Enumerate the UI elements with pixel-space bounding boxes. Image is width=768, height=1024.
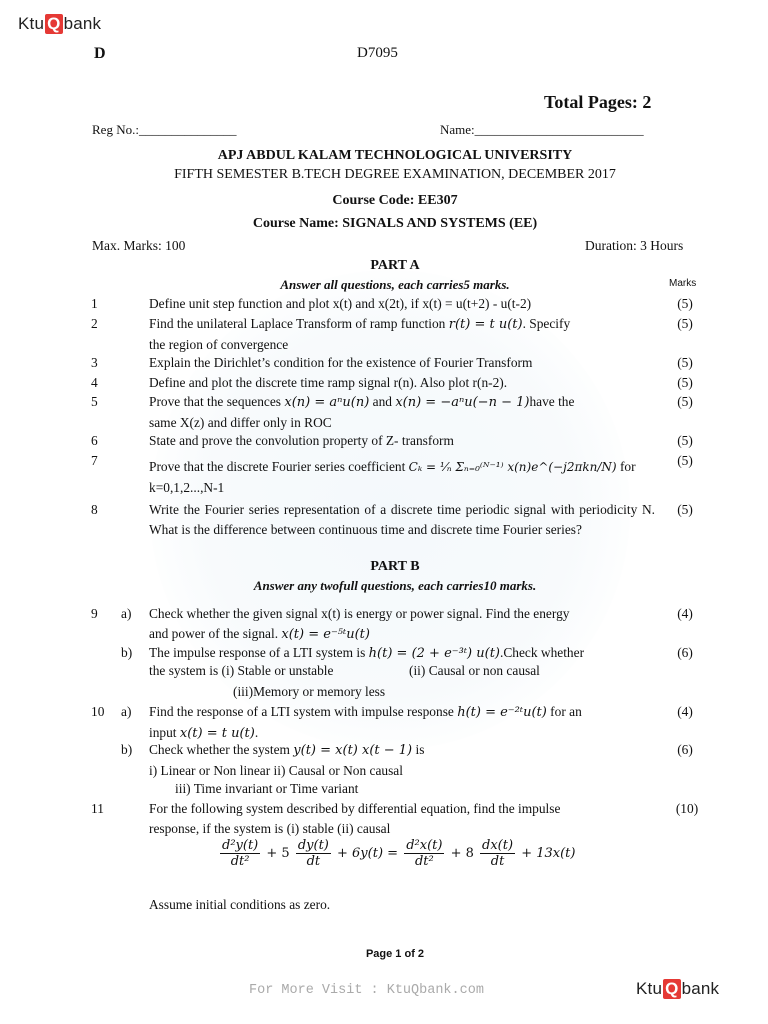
q8-marks: (5) [677,502,693,517]
q9b-math: h(t) = (2 + e⁻³ᵗ) u(t) [368,646,500,661]
q5-math-1: x(n) = aⁿu(n) [284,395,370,410]
series-code: D [94,45,106,62]
q10b-marks: (6) [677,742,693,757]
q7-text: Prove that the discrete Fourier series coefficient Cₖ = ¹⁄ₙ Σₙ₌₀⁽ᴺ⁻¹⁾ x(n)e^(−j2πkn/N) for k=0,1,2...,N-1 [149,459,636,495]
q8-number: 8 [91,502,98,517]
logo-q: Q [665,979,679,998]
part-a-instruction: Answer all questions, each carries5 marks. [280,277,510,292]
q5-marks: (5) [677,394,693,409]
q9b-text: The impulse response of a LTI system is h(t) = (2 + e⁻³ᵗ) u(t).Check whether [149,645,585,661]
q9b-marks: (6) [677,645,693,660]
q2-marks: (5) [677,316,693,331]
q10a-math-2: x(t) = t u(t) [179,725,255,741]
q7-math: Cₖ = ¹⁄ₙ Σₙ₌₀⁽ᴺ⁻¹⁾ x(n)e^(−j2πkn/N) [408,460,617,474]
university-name: APJ ABDUL KALAM TECHNOLOGICAL UNIVERSITY [217,148,573,163]
q9-number: 9 [91,606,98,621]
q10a-math-1: h(t) = e⁻²ᵗu(t) [457,705,547,720]
q3-number: 3 [91,355,98,370]
q8-text: Write the Fourier series representation of a discrete time periodic signal with periodicity N. What is the difference between continuous time and discrete time Fourier series? [149,502,655,537]
q9a-label: a) [121,606,132,621]
q4-marks: (5) [677,375,693,390]
q11-marks: (10) [675,801,699,816]
q5-text: Prove that the sequences x(n) = aⁿu(n) and x(n) = −aⁿu(−n − 1)have the same X(z) and differ only in ROC [149,394,575,430]
q9a-text: Check whether the given signal x(t) is energy or power signal. Find the energy and power of the signal. x(t) = e⁻⁵ᵗu(t) [149,606,570,642]
q9b-line2: the system is (i) Stable or unstable [149,663,334,678]
logo-prefix: Ktu [18,14,45,33]
paper-code: D7095 [357,45,398,61]
q3-marks: (5) [677,355,693,370]
q10a-label: a) [121,704,132,719]
part-b-instruction: Answer any twofull questions, each carries10 marks. [253,578,537,593]
course-name-label: Course Name: [252,216,343,231]
q7-marks: (5) [677,453,693,468]
q3-text: Explain the Dirichlet’s condition for the existence of Fourier Transform [149,355,533,370]
q10b-label: b) [121,742,133,757]
q9b-label: b) [121,645,133,660]
logo-q: Q [47,14,61,33]
q9a-marks: (4) [677,606,693,621]
duration: Duration: 3 Hours [585,238,684,253]
q2-number: 2 [91,316,98,331]
q1-number: 1 [91,296,98,311]
logo-suffix: bank [63,14,102,33]
logo-suffix: bank [681,979,720,998]
course-code-value: EE307 [417,193,458,208]
q1-text: Define unit step function and plot x(t) and x(2t), if x(t) = u(t+2) - u(t-2) [149,296,532,311]
page-number: Page 1 of 2 [365,948,425,960]
q11-text: For the following system described by differential equation, find the impulse response, if the system is (i) stable (ii) causal [149,801,561,836]
ktuqbank-logo-footer [636,979,719,999]
total-pages: Total Pages: 2 [544,92,652,112]
q10-number: 10 [91,704,105,719]
q6-number: 6 [91,433,98,448]
q9a-math: x(t) = e⁻⁵ᵗu(t) [281,626,370,642]
reg-no-field: Reg No.:_______________ [92,122,237,137]
part-b-heading: PART B [370,559,420,574]
q9b-line3: (iii)Memory or memory less [233,684,386,699]
visit-link[interactable]: For More Visit : KtuQbank.com [249,983,484,998]
q7-number: 7 [91,453,98,468]
q11-note: Assume initial conditions as zero. [149,897,331,912]
exam-title: FIFTH SEMESTER B.TECH DEGREE EXAMINATION, DECEMBER 2017 [174,167,616,182]
q4-text: Define and plot the discrete time ramp signal r(n). Also plot r(n-2). [149,375,508,390]
q9b-line2-part2: (ii) Causal or non causal [409,663,540,678]
max-marks: Max. Marks: 100 [92,238,186,253]
q10b-text: Check whether the system y(t) = x(t) x(t − 1) is i) Linear or Non linear ii) Causal or Non causal [149,742,425,778]
name-field: Name:__________________________ [440,122,644,137]
q10a-marks: (4) [677,704,693,719]
q2-math: r(t) = t u(t) [448,317,523,332]
q2-text: Find the unilateral Laplace Transform of ramp function r(t) = t u(t). Specify the region of convergence [149,316,571,352]
q6-marks: (5) [677,433,693,448]
q10b-math: y(t) = x(t) x(t − 1) [293,743,413,758]
q11-differential-equation: $\frac{\text{d²y(t)}}{\text{dt²}}$ + 5 $\frac{dy(t)}{dt}$ + 6y(t) = $\frac{\text{d²x(t)}}{\text{dt²}}$ + 8 $\frac{dx(t)}{dt}$ + 13x(t) [222,838,576,869]
part-a-heading: PART A [370,258,420,273]
q10b-line3: iii) Time invariant or Time variant [175,781,359,796]
q6-text: State and prove the convolution property of Z- transform [149,433,454,448]
course-name [0,216,768,232]
course-name-value: SIGNALS AND SYSTEMS (EE) [342,216,538,231]
q11-number: 11 [91,801,104,816]
course-code-label: Course Code: [332,193,418,208]
q5-math-2: x(n) = −aⁿu(−n − 1) [395,395,530,410]
q10a-text: Find the response of a LTI system with impulse response h(t) = e⁻²ᵗu(t) for an input x(t) = t u(t). [149,704,582,741]
marks-column-label: Marks [669,278,697,289]
q4-number: 4 [91,375,98,390]
ktuqbank-logo [18,14,101,34]
course-code [0,193,768,209]
q5-number: 5 [91,394,98,409]
q1-marks: (5) [677,296,693,311]
logo-prefix: Ktu [636,979,663,998]
